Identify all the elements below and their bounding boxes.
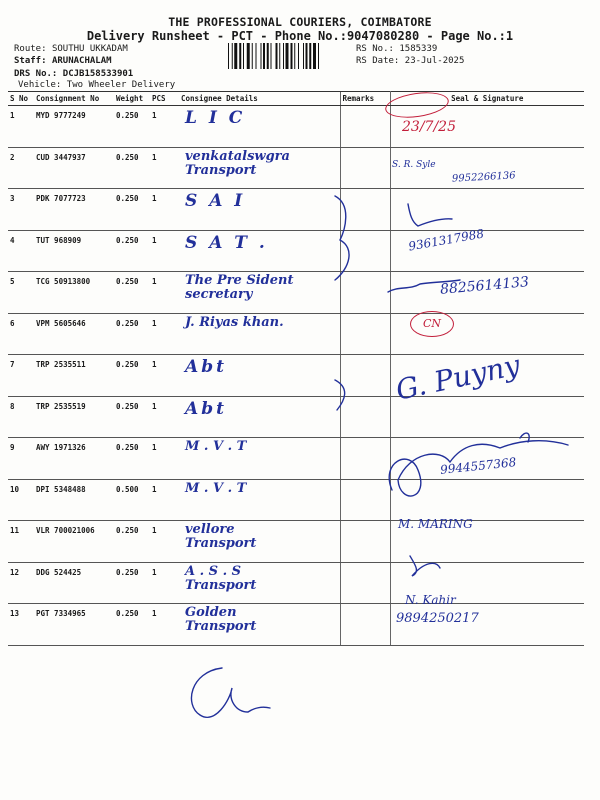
rs-date-value: 23-Jul-2025 xyxy=(404,56,465,66)
cell-remarks xyxy=(340,604,390,646)
table-row xyxy=(8,106,584,148)
route-line xyxy=(14,44,128,54)
col-weight: Weight xyxy=(114,92,150,106)
barcode-bar xyxy=(267,43,269,69)
cell-pcs: 1 xyxy=(150,396,179,438)
barcode-bar xyxy=(228,43,229,69)
cell-sno: 2 xyxy=(8,147,34,189)
cell-consignee xyxy=(179,479,340,521)
rs-date-label: RS Date: xyxy=(356,56,400,66)
barcode-bar xyxy=(276,43,278,69)
cell-consignee xyxy=(179,604,340,646)
cell-sno: 4 xyxy=(8,230,34,272)
barcode-bar xyxy=(232,43,233,69)
col-sno: S No xyxy=(8,92,34,106)
cell-consignee xyxy=(179,396,340,438)
col-pcs: PCS xyxy=(150,92,179,106)
cell-weight: 0.250 xyxy=(114,313,150,355)
col-remarks: Remarks xyxy=(340,92,390,106)
consignee-handwriting: A . S . S Transport xyxy=(185,563,257,593)
cell-consignee xyxy=(179,147,340,189)
barcode-bar xyxy=(303,43,304,69)
rs-no-label: RS No.: xyxy=(356,44,394,54)
consignee-handwriting: L I C xyxy=(185,108,246,128)
cell-remarks xyxy=(340,189,390,231)
cell-consignment: TRP 2535519 xyxy=(34,396,114,438)
cell-sno: 6 xyxy=(8,313,34,355)
cell-consignment: VPM 5605646 xyxy=(34,313,114,355)
barcode-bar xyxy=(263,43,265,69)
barcode-bar xyxy=(306,43,308,69)
phone-row-5: 8825614133 xyxy=(439,274,530,298)
col-details: Consignee Details xyxy=(179,92,340,106)
phone-row-4: 9361317988 xyxy=(407,226,485,254)
cell-sno: 3 xyxy=(8,189,34,231)
cell-sno: 9 xyxy=(8,438,34,480)
consignee-handwriting: S A T . xyxy=(185,232,268,253)
rs-no-value: 1585339 xyxy=(399,44,438,54)
name-row-13: N. Kahir xyxy=(405,593,456,607)
cell-sno: 10 xyxy=(8,479,34,521)
rs-date-line xyxy=(356,56,464,66)
cell-pcs: 1 xyxy=(150,479,179,521)
drs-label: DRS No.: xyxy=(14,69,58,79)
consignee-handwriting: M . V . T xyxy=(185,480,247,496)
cell-remarks xyxy=(340,230,390,272)
barcode-bar xyxy=(239,43,241,69)
barcode-bar xyxy=(279,43,280,69)
cell-consignee xyxy=(179,438,340,480)
consignee-handwriting: S A I xyxy=(185,191,246,211)
barcode-bar xyxy=(286,43,289,69)
barcode-bar xyxy=(247,43,250,69)
table-row xyxy=(8,189,584,231)
bottom-signature xyxy=(191,668,270,717)
cell-consignment: TRP 2535511 xyxy=(34,355,114,397)
cell-sno: 11 xyxy=(8,521,34,563)
barcode-bar xyxy=(261,43,262,69)
cell-sno: 7 xyxy=(8,355,34,397)
drs-line xyxy=(14,69,133,79)
barcode xyxy=(228,43,350,69)
cell-remarks xyxy=(340,355,390,397)
cell-weight: 0.250 xyxy=(114,604,150,646)
cell-consignment: DDG 524425 xyxy=(34,562,114,604)
vehicle-value: Two Wheeler Delivery xyxy=(66,80,176,90)
cell-consignee xyxy=(179,562,340,604)
staff-line xyxy=(14,56,112,66)
table-row xyxy=(8,604,584,646)
cell-weight: 0.250 xyxy=(114,272,150,314)
cell-weight: 0.250 xyxy=(114,562,150,604)
cell-remarks xyxy=(340,521,390,563)
drs-value: DCJB158533901 xyxy=(62,69,134,79)
name-row-11: M. MARING xyxy=(398,517,473,531)
cell-remarks xyxy=(340,438,390,480)
cell-remarks xyxy=(340,479,390,521)
barcode-bar xyxy=(243,43,244,69)
cell-pcs: 1 xyxy=(150,604,179,646)
consignee-handwriting: J. Riyas khan. xyxy=(185,314,284,330)
cell-consignment: MYD 9777249 xyxy=(34,106,114,148)
consignee-handwriting: M . V . T xyxy=(185,439,247,454)
cell-remarks xyxy=(340,272,390,314)
cell-remarks xyxy=(340,106,390,148)
cell-weight: 0.500 xyxy=(114,479,150,521)
cell-sno: 5 xyxy=(8,272,34,314)
cell-weight: 0.250 xyxy=(114,521,150,563)
barcode-bar xyxy=(298,43,299,69)
company-title: THE PROFESSIONAL COURIERS, COIMBATORE xyxy=(168,15,432,29)
cell-consignment: DPI 5348488 xyxy=(34,479,114,521)
barcode-bar xyxy=(291,43,293,69)
barcode-bar xyxy=(283,43,284,69)
cell-seal-signature xyxy=(390,479,584,521)
cell-consignment: AWY 1971326 xyxy=(34,438,114,480)
cell-consignment: TCG 50913800 xyxy=(34,272,114,314)
cell-consignment: VLR 700021006 xyxy=(34,521,114,563)
cell-sno: 12 xyxy=(8,562,34,604)
cell-pcs: 1 xyxy=(150,147,179,189)
cell-pcs: 1 xyxy=(150,189,179,231)
cell-consignee xyxy=(179,272,340,314)
staff-label: Staff: xyxy=(14,56,47,66)
table-row xyxy=(8,313,584,355)
barcode-bar xyxy=(256,43,257,69)
cell-consignment: CUD 3447937 xyxy=(34,147,114,189)
phone-row-13: 9894250217 xyxy=(396,611,479,626)
signature-row-2: S. R. Syle xyxy=(392,160,436,170)
cell-weight: 0.250 xyxy=(114,230,150,272)
cell-consignment: PGT 7334965 xyxy=(34,604,114,646)
runsheet-subtitle: Delivery Runsheet - PCT - Phone No.:9047080280 - Page No.:1 xyxy=(86,29,514,43)
cell-weight: 0.250 xyxy=(114,438,150,480)
phone-row-10: 9944557368 xyxy=(439,455,517,477)
rs-no-line xyxy=(356,44,437,54)
cell-pcs: 1 xyxy=(150,313,179,355)
cell-weight: 0.250 xyxy=(114,355,150,397)
cell-pcs: 1 xyxy=(150,562,179,604)
stamp-row-6: CN xyxy=(410,311,454,337)
col-seal: Seal & Signature xyxy=(390,92,584,106)
consignee-handwriting: Golden Transport xyxy=(185,605,257,634)
consignee-handwriting: vellore Transport xyxy=(185,522,257,551)
seal-date-row-1: 23/7/25 xyxy=(402,119,456,135)
cell-pcs: 1 xyxy=(150,230,179,272)
table-header-row xyxy=(8,92,584,106)
consignee-handwriting: venkatalswgra Transport xyxy=(185,148,290,178)
cell-pcs: 1 xyxy=(150,272,179,314)
cell-remarks xyxy=(340,562,390,604)
vehicle-label: Vehicle: xyxy=(18,80,62,90)
cell-sno: 8 xyxy=(8,396,34,438)
cell-weight: 0.250 xyxy=(114,147,150,189)
cell-consignee xyxy=(179,189,340,231)
cell-weight: 0.250 xyxy=(114,106,150,148)
route-value: SOUTHU UKKADAM xyxy=(51,44,128,54)
barcode-bar xyxy=(252,43,253,69)
signature-rows-7-8: G. Puyny xyxy=(392,348,523,407)
barcode-bar xyxy=(309,43,311,69)
cell-sno: 13 xyxy=(8,604,34,646)
table-row xyxy=(8,562,584,604)
staff-value: ARUNACHALAM xyxy=(51,56,112,66)
cell-consignment: PDK 7077723 xyxy=(34,189,114,231)
cell-consignee xyxy=(179,313,340,355)
col-consignment: Consignment No xyxy=(34,92,114,106)
cell-pcs: 1 xyxy=(150,355,179,397)
consignee-handwriting: The Pre Sident secretary xyxy=(185,273,294,302)
consignee-handwriting: Abt xyxy=(185,398,227,419)
consignee-handwriting: Abt xyxy=(185,357,227,377)
phone-row-2: 9952266136 xyxy=(451,170,516,185)
cell-consignment: TUT 968909 xyxy=(34,230,114,272)
cell-weight: 0.250 xyxy=(114,396,150,438)
table-row xyxy=(8,396,584,438)
barcode-bar xyxy=(318,43,319,69)
barcode-bar xyxy=(313,43,316,69)
cell-remarks xyxy=(340,147,390,189)
cell-weight: 0.250 xyxy=(114,189,150,231)
cell-consignee xyxy=(179,106,340,148)
cell-pcs: 1 xyxy=(150,438,179,480)
cell-consignee xyxy=(179,230,340,272)
barcode-bar xyxy=(271,43,272,69)
cell-consignee xyxy=(179,355,340,397)
cell-remarks xyxy=(340,396,390,438)
cell-seal-signature xyxy=(390,189,584,231)
cell-pcs: 1 xyxy=(150,106,179,148)
table-row xyxy=(8,230,584,272)
table-row xyxy=(8,479,584,521)
cell-remarks xyxy=(340,313,390,355)
barcode-bar xyxy=(294,43,295,69)
barcode-bar xyxy=(234,43,237,69)
table-row xyxy=(8,521,584,563)
route-label: Route: xyxy=(14,44,47,54)
cell-sno: 1 xyxy=(8,106,34,148)
vehicle-line xyxy=(18,80,175,90)
cell-pcs: 1 xyxy=(150,521,179,563)
cell-consignee xyxy=(179,521,340,563)
